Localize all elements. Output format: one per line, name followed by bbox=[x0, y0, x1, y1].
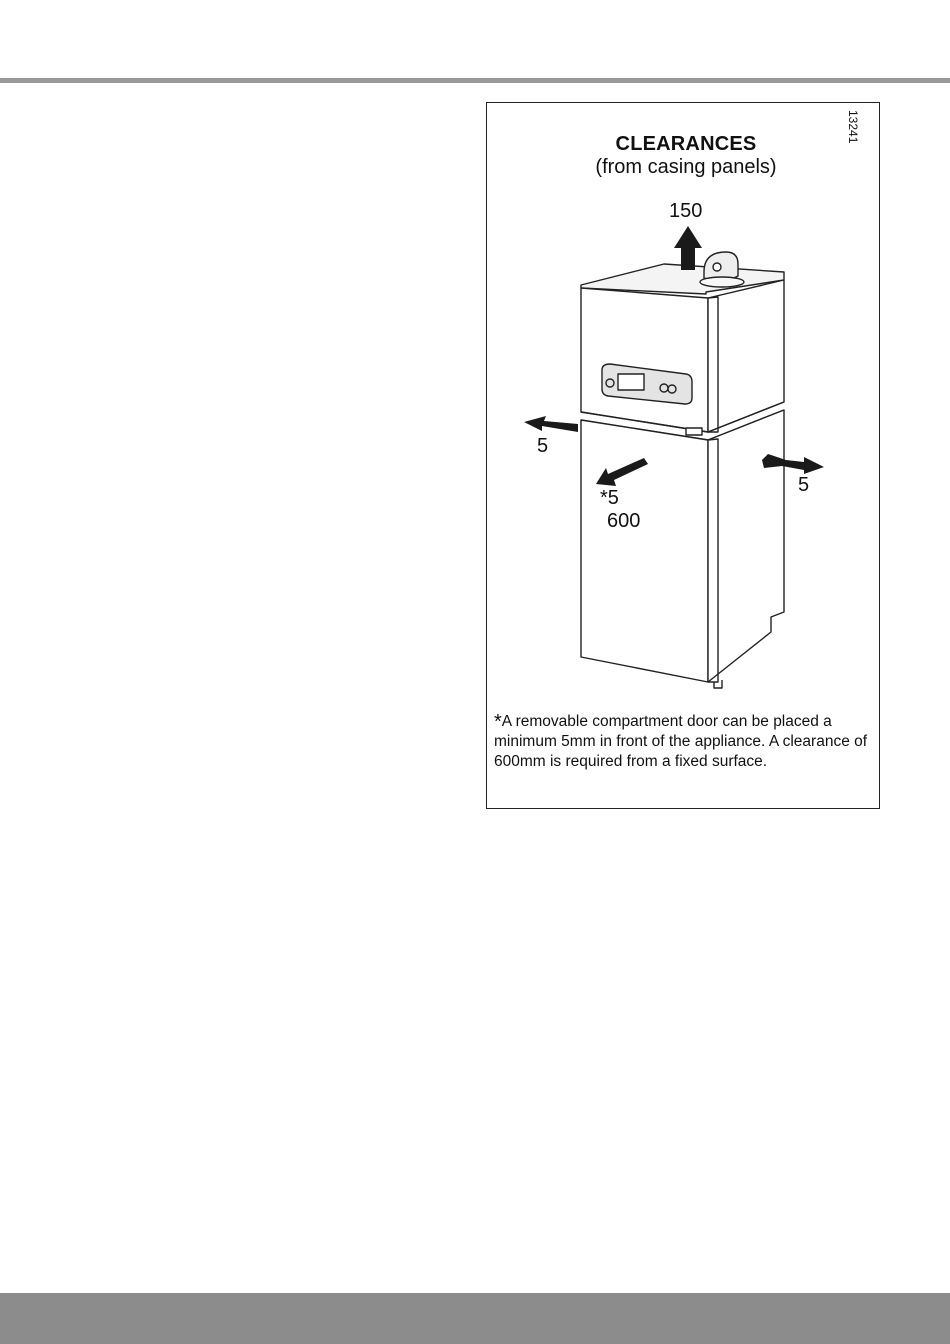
figure-title: CLEARANCES bbox=[615, 133, 757, 155]
label-right-clearance: 5 bbox=[798, 474, 810, 496]
note-text: A removable compartment door can be placed a minimum 5mm in front of the appliance. A clearance of 600mm is required from a fixed surface. bbox=[494, 713, 868, 770]
label-top-clearance: 150 bbox=[669, 200, 703, 222]
footer-band bbox=[0, 1293, 950, 1344]
header-rule bbox=[0, 78, 950, 83]
note-asterisk: * bbox=[494, 711, 502, 733]
figure-number: 13241 bbox=[846, 110, 860, 144]
label-front-door-clearance: *5 bbox=[600, 487, 619, 509]
label-front-fixed-clearance: 600 bbox=[607, 510, 641, 532]
figure-subtitle: (from casing panels) bbox=[595, 156, 777, 178]
figure-note bbox=[494, 712, 878, 772]
label-left-clearance: 5 bbox=[537, 435, 549, 457]
